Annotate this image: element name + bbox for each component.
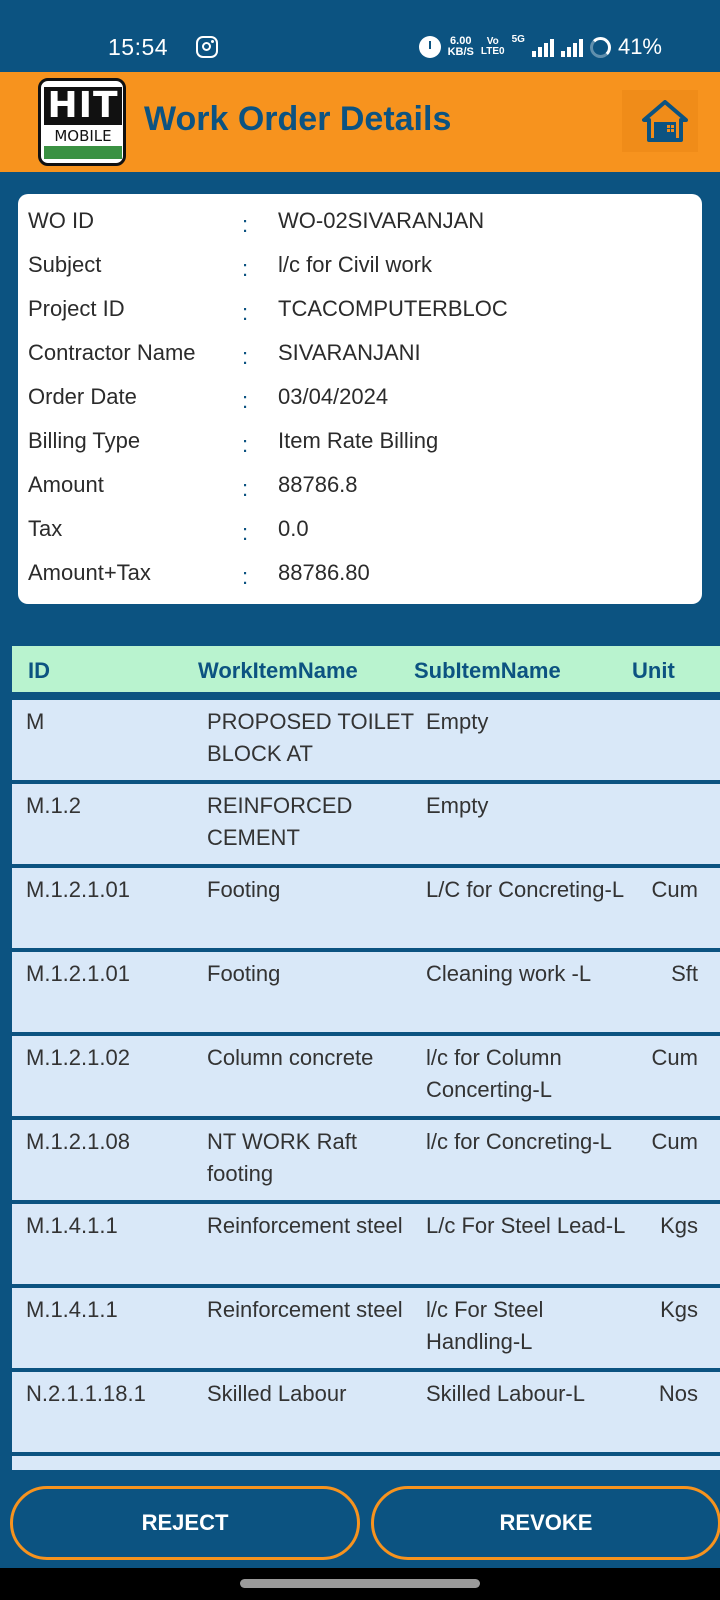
alarm-icon — [419, 36, 441, 58]
cell-sub-item: Empty — [426, 793, 489, 818]
detail-separator: : — [242, 256, 249, 281]
detail-value: l/c for Civil work — [278, 252, 433, 277]
cell-work-item: Column concrete — [207, 1045, 374, 1070]
detail-value: 0.0 — [278, 516, 309, 541]
cell-work-item: Skilled Labour — [207, 1381, 347, 1406]
battery-percent: 41% — [617, 34, 662, 59]
table-row[interactable] — [12, 784, 720, 864]
cell-work-item: Footing — [207, 877, 281, 902]
instagram-icon — [196, 36, 218, 58]
table-row[interactable] — [12, 952, 720, 1032]
network-speed — [448, 36, 474, 58]
cell-unit: Nos — [658, 1381, 698, 1406]
detail-label: Amount+Tax — [28, 560, 151, 585]
volte-indicator — [481, 37, 505, 57]
work-items-table[interactable] — [12, 700, 720, 1470]
column-header-unit: Unit — [632, 658, 675, 683]
detail-label: Project ID — [28, 296, 125, 321]
cell-unit: Kgs — [660, 1213, 698, 1238]
table-row-partial[interactable] — [12, 1456, 720, 1470]
detail-separator: : — [242, 520, 249, 545]
signal-icon — [532, 37, 554, 57]
detail-row-tax — [18, 502, 702, 546]
signal-icon-2 — [561, 37, 583, 57]
cell-sub-item: l/c for Concreting-L — [426, 1129, 612, 1154]
volte-bottom: LTE0 — [480, 46, 505, 57]
cell-id: M — [26, 709, 45, 734]
table-row[interactable] — [12, 1036, 720, 1116]
detail-row-subject — [18, 238, 702, 282]
cell-id: M.1.4.1.1 — [26, 1297, 118, 1322]
cell-sub-item: Skilled Labour-L — [426, 1381, 585, 1406]
cell-sub-item: Cleaning work -L — [426, 961, 592, 986]
battery-icon — [590, 37, 611, 58]
network-type: 5G — [511, 34, 525, 45]
table-header — [12, 646, 720, 692]
cell-id: M.1.2.1.02 — [26, 1045, 130, 1070]
detail-label: Amount — [28, 472, 104, 497]
detail-value: TCACOMPUTERBLOC — [278, 296, 508, 321]
detail-row-amount-tax — [18, 546, 702, 590]
app-header — [0, 72, 720, 172]
status-bar — [0, 0, 720, 72]
detail-row-wo-id — [18, 194, 702, 238]
cell-work-item: REINFORCED CEMENT — [207, 793, 353, 850]
cell-work-item: Reinforcement steel — [207, 1213, 403, 1238]
app-logo — [38, 78, 126, 166]
detail-separator: : — [242, 388, 249, 413]
detail-label: Order Date — [28, 384, 137, 409]
cell-id: M.1.4.1.1 — [26, 1213, 118, 1238]
network-speed-value: 6.00 — [450, 35, 472, 47]
cell-work-item: PROPOSED TOILET BLOCK AT — [207, 709, 414, 766]
detail-separator: : — [242, 432, 249, 457]
table-row[interactable] — [12, 1204, 720, 1284]
detail-label: Contractor Name — [28, 340, 196, 365]
cell-work-item: NT WORK Raft footing — [207, 1129, 357, 1186]
cell-unit: Cum — [651, 1129, 698, 1154]
cell-id: M.1.2.1.01 — [26, 961, 130, 986]
table-row[interactable] — [12, 1120, 720, 1200]
cell-work-item: Footing — [207, 961, 281, 986]
detail-separator: : — [242, 300, 249, 325]
cell-unit: Cum — [651, 1045, 698, 1070]
detail-row-billing-type — [18, 414, 702, 458]
reject-button[interactable]: REJECT — [10, 1486, 360, 1560]
cell-id: N.2.1.1.18.1 — [26, 1381, 146, 1406]
revoke-button[interactable]: REVOKE — [371, 1486, 720, 1560]
detail-separator: : — [242, 212, 249, 237]
table-row[interactable] — [12, 1288, 720, 1368]
logo-hit-text: HIT — [44, 87, 122, 125]
table-row[interactable] — [12, 1372, 720, 1452]
detail-row-project-id — [18, 282, 702, 326]
detail-value: 03/04/2024 — [278, 384, 389, 409]
detail-row-order-date — [18, 370, 702, 414]
detail-value: WO-02SIVARANJAN — [278, 208, 485, 233]
cell-id: M.1.2 — [26, 793, 82, 818]
logo-stripe — [44, 146, 122, 159]
cell-work-item: Reinforcement steel — [207, 1297, 403, 1322]
home-icon — [642, 100, 688, 142]
volte-top: Vo — [486, 36, 499, 47]
cell-sub-item: Empty — [426, 709, 489, 734]
table-row[interactable] — [12, 868, 720, 948]
cell-unit: Cum — [651, 877, 698, 902]
detail-separator: : — [242, 344, 249, 369]
detail-value: SIVARANJANI — [278, 340, 421, 365]
column-header-id: ID — [28, 658, 50, 683]
detail-label: WO ID — [28, 208, 94, 233]
page-title: Work Order Details — [144, 100, 452, 138]
status-time: 15:54 — [108, 34, 169, 60]
detail-separator: : — [242, 476, 249, 501]
cell-sub-item: l/c For Steel Handling-L — [426, 1297, 544, 1354]
status-icons — [419, 34, 662, 60]
home-button[interactable] — [622, 90, 698, 152]
cell-unit: Kgs — [660, 1297, 698, 1322]
home-gesture-handle[interactable] — [240, 1579, 480, 1588]
cell-sub-item: L/c For Steel Lead-L — [426, 1213, 626, 1238]
column-header-sub-item: SubItemName — [414, 658, 561, 683]
cell-id: M.1.2.1.01 — [26, 877, 130, 902]
detail-value: 88786.8 — [278, 472, 358, 497]
work-order-details-card — [18, 194, 702, 604]
detail-row-contractor-name — [18, 326, 702, 370]
cell-unit: Sft — [671, 961, 698, 986]
logo-mobile-text: MOBILE — [54, 127, 112, 145]
network-speed-unit: KB/S — [447, 46, 474, 58]
detail-row-amount — [18, 458, 702, 502]
column-header-work-item: WorkItemName — [198, 658, 358, 683]
detail-value: 88786.80 — [278, 560, 370, 585]
detail-label: Billing Type — [28, 428, 141, 453]
detail-value: Item Rate Billing — [278, 428, 439, 453]
cell-id: M.1.2.1.08 — [26, 1129, 130, 1154]
detail-separator: : — [242, 564, 249, 589]
cell-sub-item: L/C for Concreting-L — [426, 877, 625, 902]
cell-sub-item: l/c for Column Concerting-L — [426, 1045, 562, 1102]
detail-label: Subject — [28, 252, 102, 277]
detail-label: Tax — [28, 516, 63, 541]
system-nav-bar — [0, 1568, 720, 1600]
table-row[interactable] — [12, 700, 720, 780]
